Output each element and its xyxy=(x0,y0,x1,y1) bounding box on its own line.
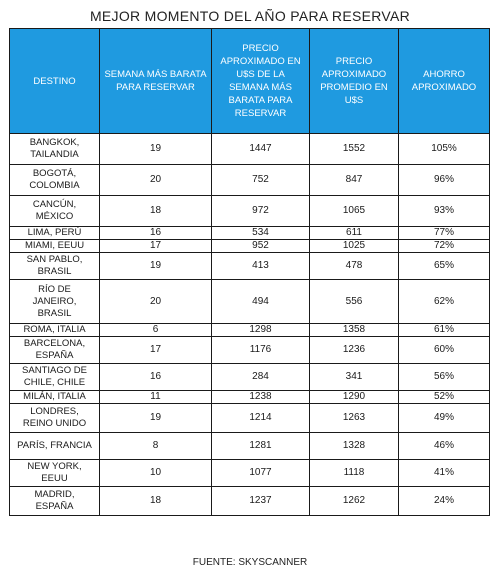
cheapest-price-cell: 752 xyxy=(212,165,310,196)
destination-cell: SANTIAGO DE CHILE, CHILE xyxy=(10,364,100,391)
average-price-cell: 1328 xyxy=(310,433,399,460)
savings-cell: 77% xyxy=(399,227,490,240)
cheapest-price-cell: 494 xyxy=(212,280,310,324)
average-price-cell: 1290 xyxy=(310,391,399,404)
table-row xyxy=(10,253,490,280)
savings-cell: 62% xyxy=(399,280,490,324)
savings-cell: 60% xyxy=(399,337,490,364)
table-row xyxy=(10,240,490,253)
week-cell: 10 xyxy=(100,460,212,487)
week-cell: 19 xyxy=(100,253,212,280)
savings-cell: 49% xyxy=(399,404,490,433)
cheapest-price-cell: 1176 xyxy=(212,337,310,364)
average-price-cell: 1065 xyxy=(310,196,399,227)
cheapest-price-cell: 1298 xyxy=(212,324,310,337)
table-body xyxy=(10,134,490,516)
week-cell: 19 xyxy=(100,134,212,165)
week-cell: 20 xyxy=(100,165,212,196)
average-price-cell: 556 xyxy=(310,280,399,324)
destination-cell: CANCÚN, MÉXICO xyxy=(10,196,100,227)
table-row xyxy=(10,134,490,165)
header-semana: SEMANA MÁS BARATA PARA RESERVAR xyxy=(100,29,212,134)
cheapest-price-cell: 952 xyxy=(212,240,310,253)
destination-cell: LIMA, PERÚ xyxy=(10,227,100,240)
destination-cell: BANGKOK, TAILANDIA xyxy=(10,134,100,165)
destination-cell: PARÍS, FRANCIA xyxy=(10,433,100,460)
week-cell: 17 xyxy=(100,337,212,364)
week-cell: 6 xyxy=(100,324,212,337)
table-row xyxy=(10,324,490,337)
savings-cell: 93% xyxy=(399,196,490,227)
destination-cell: BOGOTÁ, COLOMBIA xyxy=(10,165,100,196)
week-cell: 20 xyxy=(100,280,212,324)
week-cell: 16 xyxy=(100,227,212,240)
cheapest-price-cell: 284 xyxy=(212,364,310,391)
table-row xyxy=(10,280,490,324)
week-cell: 18 xyxy=(100,196,212,227)
source-note: FUENTE: SKYSCANNER xyxy=(192,557,308,568)
week-cell: 16 xyxy=(100,364,212,391)
destination-cell: LONDRES, REINO UNIDO xyxy=(10,404,100,433)
table-row xyxy=(10,433,490,460)
table-row xyxy=(10,165,490,196)
table-row xyxy=(10,227,490,240)
savings-cell: 61% xyxy=(399,324,490,337)
savings-cell: 24% xyxy=(399,487,490,516)
cheapest-price-cell: 1281 xyxy=(212,433,310,460)
average-price-cell: 341 xyxy=(310,364,399,391)
average-price-cell: 1025 xyxy=(310,240,399,253)
destination-cell: ROMA, ITALIA xyxy=(10,324,100,337)
average-price-cell: 1552 xyxy=(310,134,399,165)
cheapest-price-cell: 1214 xyxy=(212,404,310,433)
header-ahorro: AHORRO APROXIMADO xyxy=(399,29,490,134)
table-row xyxy=(10,337,490,364)
destination-cell: MILÁN, ITALIA xyxy=(10,391,100,404)
destination-cell: MADRID, ESPAÑA xyxy=(10,487,100,516)
savings-cell: 46% xyxy=(399,433,490,460)
header-row xyxy=(10,29,490,134)
destination-cell: RÍO DE JANEIRO, BRASIL xyxy=(10,280,100,324)
average-price-cell: 1118 xyxy=(310,460,399,487)
booking-table xyxy=(9,28,490,516)
table-row xyxy=(10,391,490,404)
average-price-cell: 1236 xyxy=(310,337,399,364)
cheapest-price-cell: 1077 xyxy=(212,460,310,487)
header-destino: DESTINO xyxy=(10,29,100,134)
destination-cell: MIAMI, EEUU xyxy=(10,240,100,253)
savings-cell: 72% xyxy=(399,240,490,253)
cheapest-price-cell: 1237 xyxy=(212,487,310,516)
week-cell: 17 xyxy=(100,240,212,253)
cheapest-price-cell: 1238 xyxy=(212,391,310,404)
cheapest-price-cell: 413 xyxy=(212,253,310,280)
cheapest-price-cell: 972 xyxy=(212,196,310,227)
table-row xyxy=(10,364,490,391)
cheapest-price-cell: 1447 xyxy=(212,134,310,165)
savings-cell: 52% xyxy=(399,391,490,404)
header-precio-barato: PRECIO APROXIMADO EN U$S DE LA SEMANA MÁS BARATA PARA RESERVAR xyxy=(212,29,310,134)
week-cell: 18 xyxy=(100,487,212,516)
average-price-cell: 478 xyxy=(310,253,399,280)
table-row xyxy=(10,460,490,487)
average-price-cell: 1262 xyxy=(310,487,399,516)
average-price-cell: 1358 xyxy=(310,324,399,337)
destination-cell: NEW YORK, EEUU xyxy=(10,460,100,487)
average-price-cell: 1263 xyxy=(310,404,399,433)
savings-cell: 105% xyxy=(399,134,490,165)
savings-cell: 96% xyxy=(399,165,490,196)
page-title: MEJOR MOMENTO DEL AÑO PARA RESERVAR xyxy=(89,8,411,24)
table-row xyxy=(10,196,490,227)
savings-cell: 41% xyxy=(399,460,490,487)
table-row xyxy=(10,487,490,516)
cheapest-price-cell: 534 xyxy=(212,227,310,240)
header-precio-promedio: PRECIO APROXIMADO PROMEDIO EN U$S xyxy=(310,29,399,134)
week-cell: 19 xyxy=(100,404,212,433)
average-price-cell: 611 xyxy=(310,227,399,240)
savings-cell: 65% xyxy=(399,253,490,280)
destination-cell: SAN PABLO, BRASIL xyxy=(10,253,100,280)
week-cell: 11 xyxy=(100,391,212,404)
week-cell: 8 xyxy=(100,433,212,460)
average-price-cell: 847 xyxy=(310,165,399,196)
destination-cell: BARCELONA, ESPAÑA xyxy=(10,337,100,364)
table-row xyxy=(10,404,490,433)
savings-cell: 56% xyxy=(399,364,490,391)
